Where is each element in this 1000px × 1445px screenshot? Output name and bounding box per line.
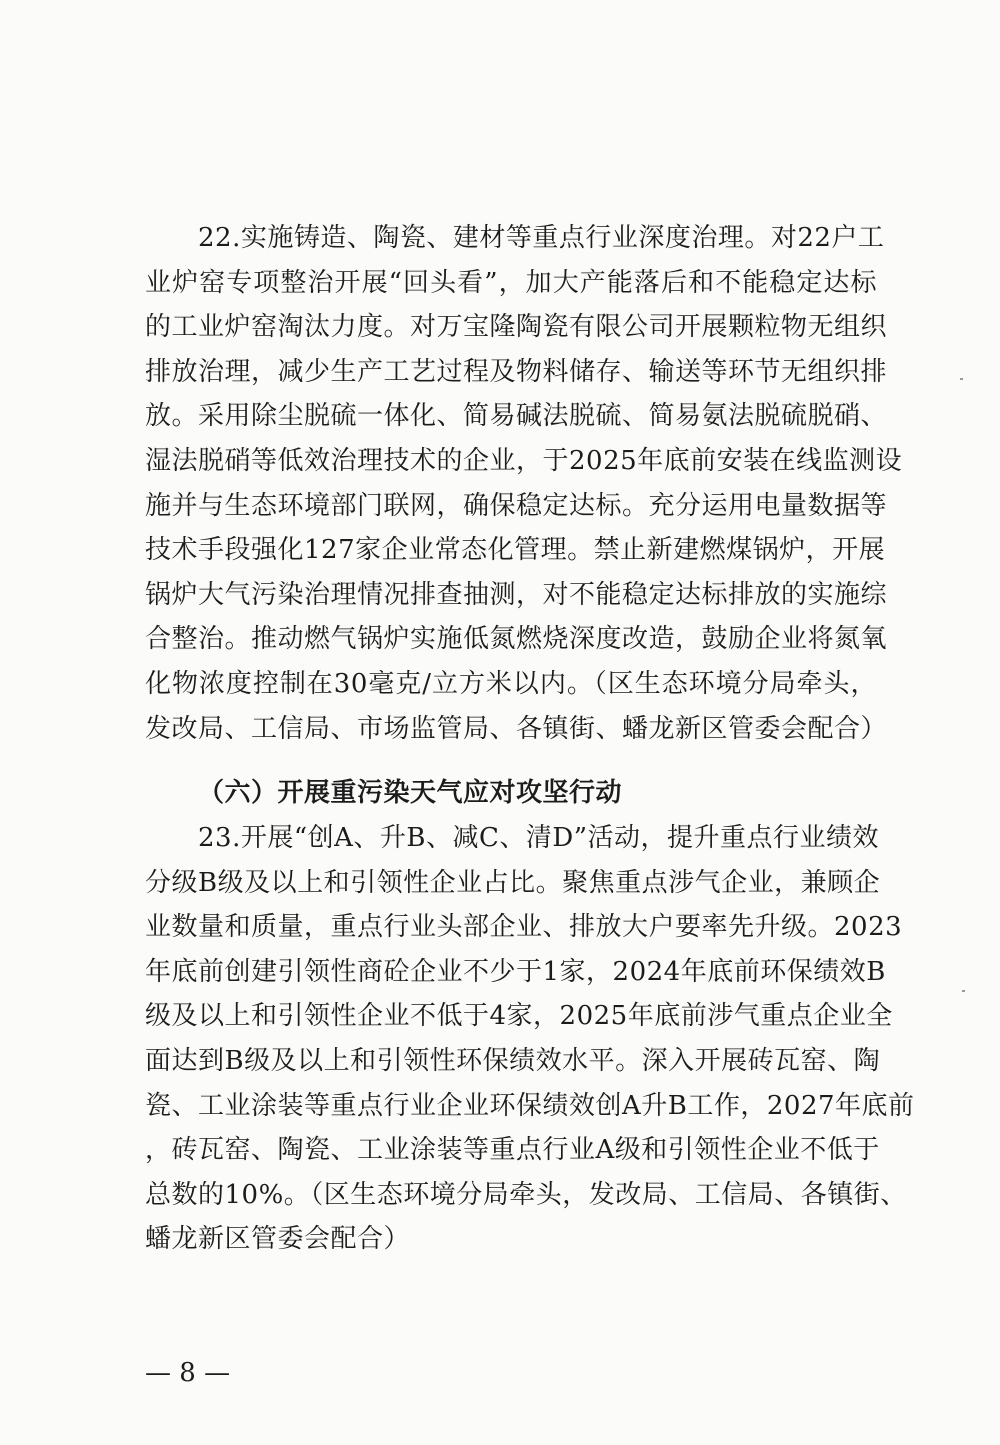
paragraph-22-line: 锅炉大气污染治理情况排查抽测，对不能稳定达标排放的实施综 xyxy=(145,579,888,610)
paragraph-23-line: 瓷、工业涂装等重点行业企业环保绩效创A升B工作，2027年底前 xyxy=(145,1090,915,1121)
scan-speck xyxy=(962,990,965,992)
paragraph-22-line: 技术手段强化127家企业常态化管理。禁止新建燃煤锅炉，开展 xyxy=(145,535,886,566)
paragraph-23-line: 级及以上和引领性企业不低于4家，2025年底前涉气重点企业全 xyxy=(145,1001,893,1032)
paragraph-22-line: 发改局、工信局、市场监管局、各镇街、蟠龙新区管委会配合） xyxy=(145,713,888,744)
paragraph-22-line: 业炉窑专项整治开展“回头看”，加大产能落后和不能稳定达标 xyxy=(145,267,877,298)
paragraph-22-line: 的工业炉窑淘汰力度。对万宝隆陶瓷有限公司开展颗粒物无组织 xyxy=(145,312,888,343)
paragraph-23-line: 23.开展“创A、升B、减C、清D”活动，提升重点行业绩效 xyxy=(198,823,880,853)
paragraph-23-line: 分级B级及以上和引领性企业占比。聚焦重点涉气企业，兼顾企 xyxy=(145,867,881,898)
paragraph-22-line: 22.实施铸造、陶瓷、建材等重点行业深度治理。对22户工 xyxy=(198,223,885,253)
paragraph-23-line: ，砖瓦窑、陶瓷、工业涂装等重点行业A级和引领性企业不低于 xyxy=(145,1135,880,1166)
paragraph-22-line: 排放治理，减少生产工艺过程及物料储存、输送等环节无组织排 xyxy=(145,356,888,387)
paragraph-23-line: 年底前创建引领性商砼企业不少于1家，2024年底前环保绩效B xyxy=(145,956,886,987)
paragraph-22-line: 化物浓度控制在30毫克/立方米以内。（区生态环境分局牵头， xyxy=(145,669,877,699)
paragraph-23-line: 总数的10%。（区生态环境分局牵头，发改局、工信局、各镇街、 xyxy=(145,1179,907,1210)
paragraph-23-line: 蟠龙新区管委会配合） xyxy=(145,1224,411,1255)
paragraph-23-line: 业数量和质量，重点行业头部企业、排放大户要率先升级。2023 xyxy=(145,912,903,943)
section-heading: （六）开展重污染天气应对攻坚行动 xyxy=(198,778,623,808)
page-number: — 8 — xyxy=(145,1358,231,1388)
paragraph-22-line: 施并与生态环境部门联网，确保稳定达标。充分运用电量数据等 xyxy=(145,490,888,521)
paragraph-22-line: 放。采用除尘脱硫一体化、简易碱法脱硫、简易氨法脱硫脱硝、 xyxy=(145,401,888,432)
paragraph-22-line: 湿法脱硝等低效治理技术的企业，于2025年底前安装在线监测设 xyxy=(145,446,903,476)
paragraph-22-line: 合整治。推动燃气锅炉实施低氮燃烧深度改造，鼓励企业将氮氧 xyxy=(145,624,888,655)
scan-speck xyxy=(960,378,963,380)
paragraph-23-line: 面达到B级及以上和引领性环保绩效水平。深入开展砖瓦窑、陶 xyxy=(145,1046,881,1076)
